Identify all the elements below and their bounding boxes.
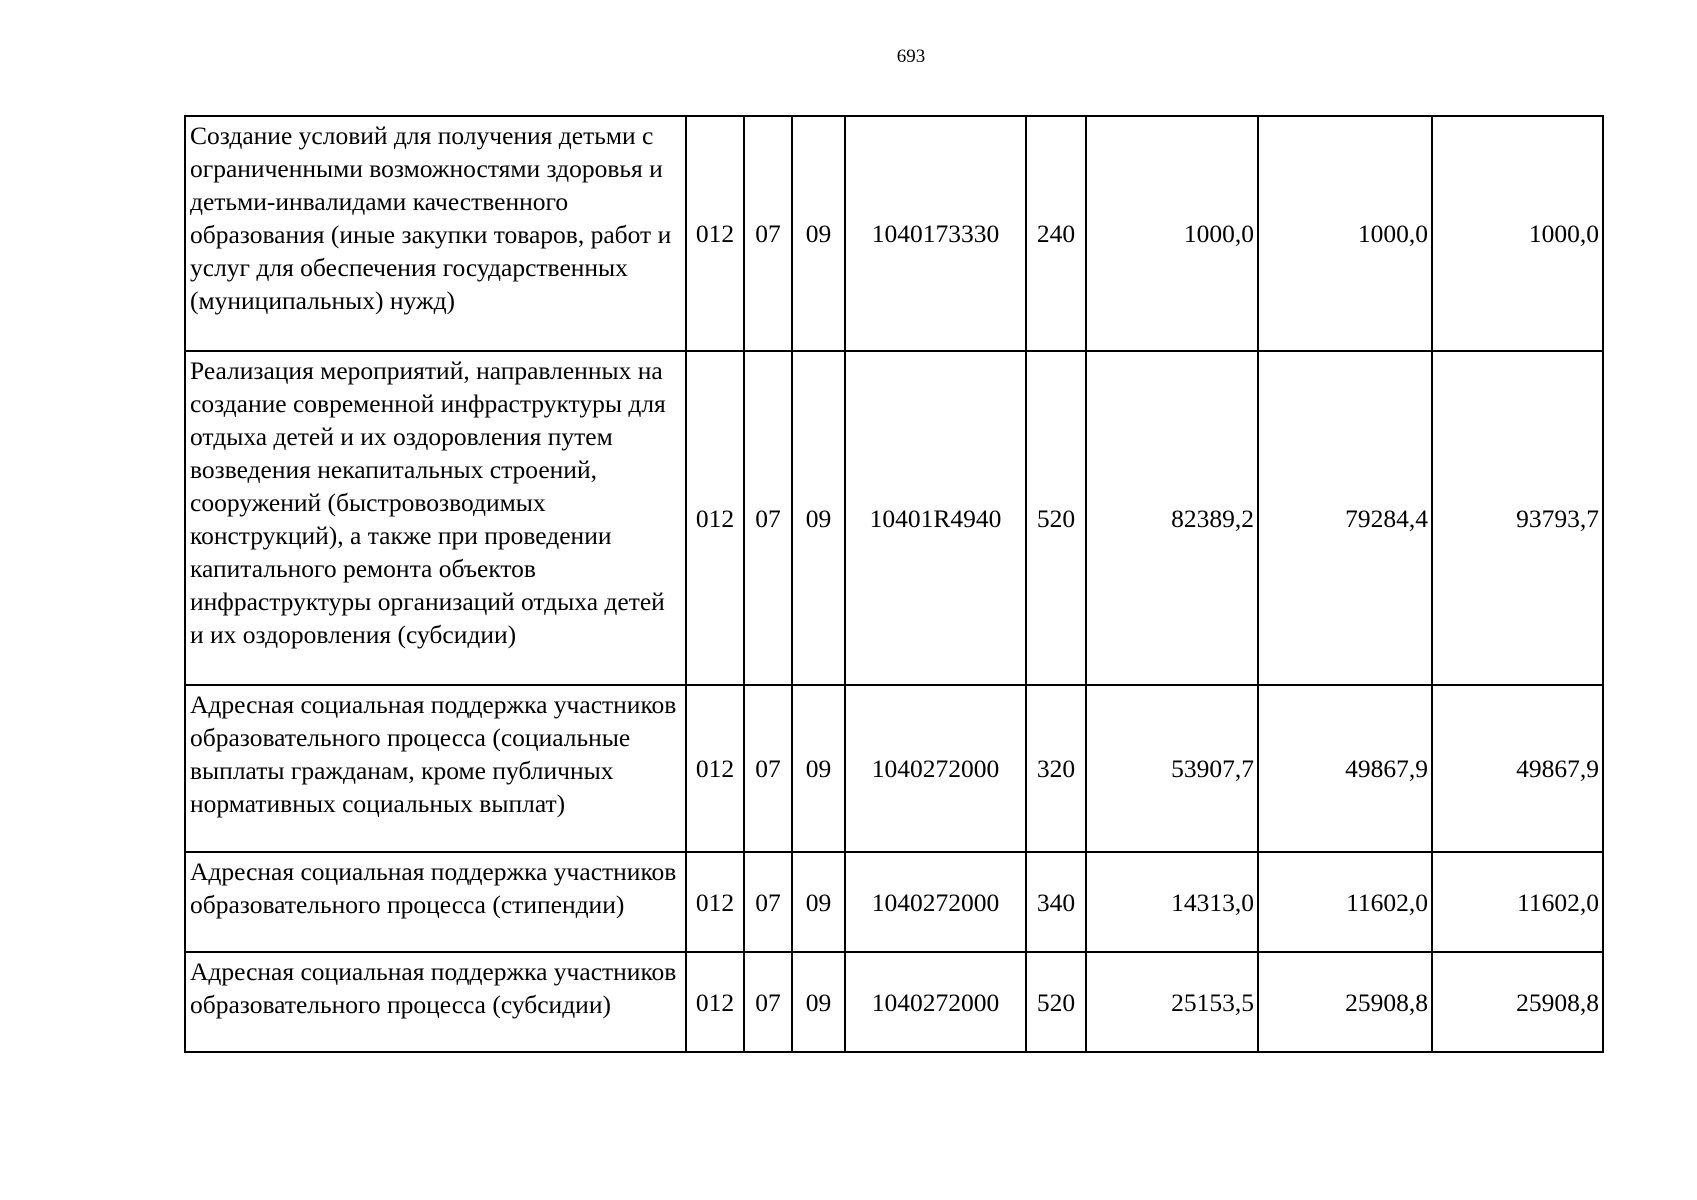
- subsection-code: 09: [792, 116, 845, 351]
- table-row: [185, 116, 1603, 351]
- target-article-code: 1040272000: [845, 852, 1026, 952]
- amount-2: 11602,0: [1258, 852, 1432, 952]
- target-article-code: 1040272000: [845, 685, 1026, 852]
- section-code: 07: [744, 116, 792, 351]
- subsection-code: 09: [792, 952, 845, 1052]
- amount-2: 25908,8: [1258, 952, 1432, 1052]
- amount-2: 49867,9: [1258, 685, 1432, 852]
- row-description: Адресная социальная поддержка участников образовательного процесса (субсидии): [185, 952, 686, 1052]
- ministry-code: 012: [686, 852, 744, 952]
- table-row: [185, 351, 1603, 685]
- ministry-code: 012: [686, 685, 744, 852]
- amount-2: 79284,4: [1258, 351, 1432, 685]
- section-code: 07: [744, 685, 792, 852]
- subsection-code: 09: [792, 351, 845, 685]
- expense-type-code: 240: [1026, 116, 1086, 351]
- amount-3: 49867,9: [1432, 685, 1603, 852]
- amount-1: 82389,2: [1086, 351, 1258, 685]
- table-row: [185, 852, 1603, 952]
- expense-type-code: 340: [1026, 852, 1086, 952]
- amount-1: 53907,7: [1086, 685, 1258, 852]
- amount-1: 1000,0: [1086, 116, 1258, 351]
- table-row: [185, 685, 1603, 852]
- subsection-code: 09: [792, 852, 845, 952]
- expense-type-code: 520: [1026, 351, 1086, 685]
- page-number: 693: [896, 46, 926, 67]
- ministry-code: 012: [686, 351, 744, 685]
- ministry-code: 012: [686, 952, 744, 1052]
- row-description: Создание условий для получения детьми с ограниченными возможностями здоровья и детьми-инвалидами качественного образования (иные закупки товаров, работ и услуг для обеспечения государственных (муниципальных) нужд): [185, 116, 686, 351]
- expense-type-code: 520: [1026, 952, 1086, 1052]
- row-description: Реализация мероприятий, направленных на создание современной инфраструктуры для отдыха детей и их оздоровления путем возведения некапитальных строений, сооружений (быстровозводимых конструкций), а также при проведении капитального ремонта объектов инфраструктуры организаций отдыха детей и их оздоровления (субсидии): [185, 351, 686, 685]
- section-code: 07: [744, 952, 792, 1052]
- table-row: [185, 952, 1603, 1052]
- amount-3: 1000,0: [1432, 116, 1603, 351]
- row-description: Адресная социальная поддержка участников образовательного процесса (стипендии): [185, 852, 686, 952]
- subsection-code: 09: [792, 685, 845, 852]
- expense-type-code: 320: [1026, 685, 1086, 852]
- amount-3: 93793,7: [1432, 351, 1603, 685]
- amount-3: 11602,0: [1432, 852, 1603, 952]
- row-description: Адресная социальная поддержка участников образовательного процесса (социальные выплаты гражданам, кроме публичных нормативных социальных выплат): [185, 685, 686, 852]
- amount-2: 1000,0: [1258, 116, 1432, 351]
- amount-3: 25908,8: [1432, 952, 1603, 1052]
- target-article-code: 1040173330: [845, 116, 1026, 351]
- target-article-code: 10401R4940: [845, 351, 1026, 685]
- section-code: 07: [744, 351, 792, 685]
- amount-1: 25153,5: [1086, 952, 1258, 1052]
- budget-table: [184, 115, 1604, 1053]
- amount-1: 14313,0: [1086, 852, 1258, 952]
- target-article-code: 1040272000: [845, 952, 1026, 1052]
- ministry-code: 012: [686, 116, 744, 351]
- section-code: 07: [744, 852, 792, 952]
